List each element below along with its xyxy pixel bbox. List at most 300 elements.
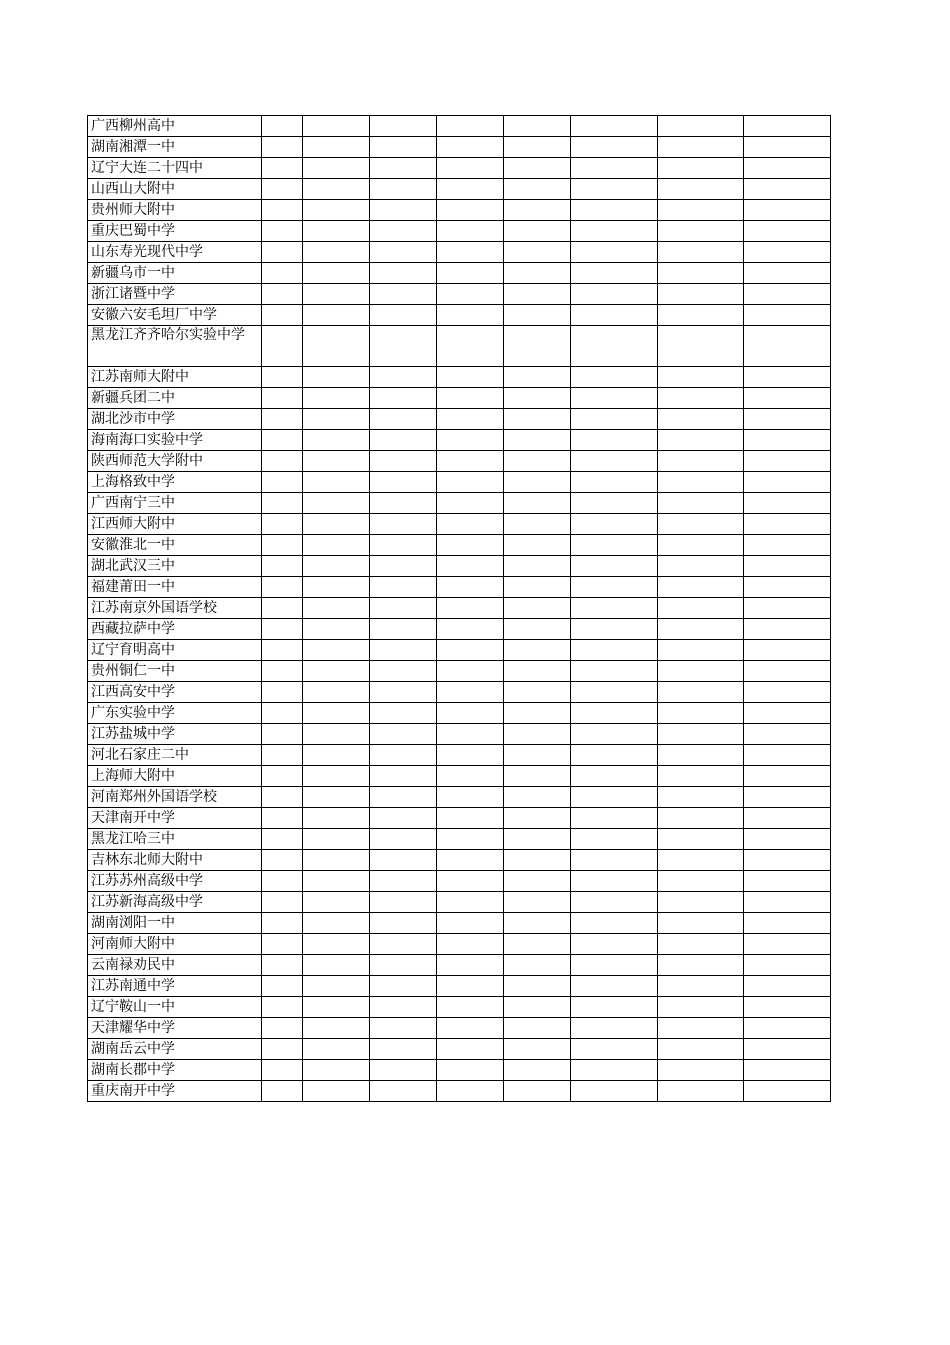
empty-cell bbox=[744, 451, 831, 472]
empty-cell bbox=[370, 514, 437, 535]
empty-cell bbox=[744, 871, 831, 892]
empty-cell bbox=[571, 388, 658, 409]
empty-cell bbox=[744, 661, 831, 682]
empty-cell bbox=[658, 745, 744, 766]
table-row bbox=[88, 200, 831, 221]
empty-cell bbox=[504, 116, 571, 137]
empty-cell bbox=[658, 116, 744, 137]
empty-cell bbox=[658, 221, 744, 242]
empty-cell bbox=[744, 493, 831, 514]
empty-cell bbox=[744, 1039, 831, 1060]
table-row bbox=[88, 263, 831, 284]
empty-cell bbox=[504, 1018, 571, 1039]
empty-cell bbox=[658, 367, 744, 388]
empty-cell bbox=[262, 1039, 303, 1060]
empty-cell bbox=[504, 955, 571, 976]
empty-cell bbox=[303, 472, 370, 493]
empty-cell bbox=[658, 766, 744, 787]
empty-cell bbox=[504, 1081, 571, 1102]
school-name-cell: 江西高安中学 bbox=[88, 682, 262, 703]
empty-cell bbox=[744, 892, 831, 913]
school-name-cell: 上海格致中学 bbox=[88, 472, 262, 493]
empty-cell bbox=[504, 221, 571, 242]
empty-cell bbox=[437, 724, 504, 745]
empty-cell bbox=[437, 913, 504, 934]
empty-cell bbox=[437, 976, 504, 997]
empty-cell bbox=[262, 1060, 303, 1081]
empty-cell bbox=[370, 829, 437, 850]
empty-cell bbox=[744, 1060, 831, 1081]
table-row bbox=[88, 451, 831, 472]
empty-cell bbox=[504, 158, 571, 179]
empty-cell bbox=[262, 1081, 303, 1102]
empty-cell bbox=[744, 913, 831, 934]
empty-cell bbox=[504, 305, 571, 326]
empty-cell bbox=[303, 158, 370, 179]
empty-cell bbox=[370, 116, 437, 137]
empty-cell bbox=[571, 284, 658, 305]
empty-cell bbox=[370, 934, 437, 955]
empty-cell bbox=[504, 200, 571, 221]
empty-cell bbox=[504, 829, 571, 850]
empty-cell bbox=[262, 871, 303, 892]
empty-cell bbox=[504, 179, 571, 200]
school-name-cell: 辽宁育明高中 bbox=[88, 640, 262, 661]
empty-cell bbox=[437, 871, 504, 892]
empty-cell bbox=[303, 451, 370, 472]
empty-cell bbox=[571, 451, 658, 472]
empty-cell bbox=[571, 158, 658, 179]
table-row bbox=[88, 766, 831, 787]
empty-cell bbox=[504, 913, 571, 934]
table-row bbox=[88, 1081, 831, 1102]
empty-cell bbox=[744, 409, 831, 430]
empty-cell bbox=[437, 284, 504, 305]
empty-cell bbox=[571, 703, 658, 724]
empty-cell bbox=[658, 682, 744, 703]
empty-cell bbox=[262, 221, 303, 242]
empty-cell bbox=[571, 221, 658, 242]
empty-cell bbox=[658, 871, 744, 892]
empty-cell bbox=[370, 367, 437, 388]
empty-cell bbox=[658, 829, 744, 850]
empty-cell bbox=[571, 242, 658, 263]
empty-cell bbox=[744, 976, 831, 997]
empty-cell bbox=[571, 598, 658, 619]
empty-cell bbox=[744, 787, 831, 808]
empty-cell bbox=[571, 913, 658, 934]
empty-cell bbox=[303, 766, 370, 787]
empty-cell bbox=[504, 703, 571, 724]
school-name-cell: 广西柳州高中 bbox=[88, 116, 262, 137]
empty-cell bbox=[303, 724, 370, 745]
empty-cell bbox=[262, 997, 303, 1018]
empty-cell bbox=[370, 619, 437, 640]
empty-cell bbox=[504, 493, 571, 514]
empty-cell bbox=[303, 745, 370, 766]
empty-cell bbox=[571, 787, 658, 808]
empty-cell bbox=[370, 200, 437, 221]
empty-cell bbox=[658, 451, 744, 472]
empty-cell bbox=[262, 263, 303, 284]
empty-cell bbox=[437, 305, 504, 326]
school-name-cell: 吉林东北师大附中 bbox=[88, 850, 262, 871]
empty-cell bbox=[504, 514, 571, 535]
empty-cell bbox=[744, 430, 831, 451]
empty-cell bbox=[370, 493, 437, 514]
table-body bbox=[88, 116, 831, 1102]
empty-cell bbox=[370, 892, 437, 913]
empty-cell bbox=[571, 367, 658, 388]
empty-cell bbox=[658, 514, 744, 535]
empty-cell bbox=[571, 661, 658, 682]
empty-cell bbox=[437, 158, 504, 179]
school-name-cell: 江苏南通中学 bbox=[88, 976, 262, 997]
empty-cell bbox=[571, 263, 658, 284]
table-row bbox=[88, 116, 831, 137]
table-row bbox=[88, 829, 831, 850]
empty-cell bbox=[437, 850, 504, 871]
empty-cell bbox=[303, 1039, 370, 1060]
empty-cell bbox=[658, 640, 744, 661]
table-row bbox=[88, 892, 831, 913]
empty-cell bbox=[744, 388, 831, 409]
empty-cell bbox=[370, 326, 437, 367]
empty-cell bbox=[303, 850, 370, 871]
empty-cell bbox=[303, 829, 370, 850]
table-row bbox=[88, 871, 831, 892]
empty-cell bbox=[571, 116, 658, 137]
school-name-cell: 陕西师范大学附中 bbox=[88, 451, 262, 472]
empty-cell bbox=[571, 871, 658, 892]
school-name-cell: 辽宁鞍山一中 bbox=[88, 997, 262, 1018]
empty-cell bbox=[437, 1039, 504, 1060]
empty-cell bbox=[744, 514, 831, 535]
empty-cell bbox=[658, 263, 744, 284]
empty-cell bbox=[504, 850, 571, 871]
school-name-cell: 新疆乌市一中 bbox=[88, 263, 262, 284]
empty-cell bbox=[262, 913, 303, 934]
empty-cell bbox=[262, 326, 303, 367]
empty-cell bbox=[504, 745, 571, 766]
school-name-cell: 黑龙江哈三中 bbox=[88, 829, 262, 850]
empty-cell bbox=[744, 724, 831, 745]
table-row bbox=[88, 787, 831, 808]
empty-cell bbox=[303, 326, 370, 367]
empty-cell bbox=[370, 284, 437, 305]
empty-cell bbox=[571, 892, 658, 913]
empty-cell bbox=[571, 1018, 658, 1039]
empty-cell bbox=[437, 955, 504, 976]
empty-cell bbox=[262, 493, 303, 514]
empty-cell bbox=[504, 284, 571, 305]
school-name-cell: 上海师大附中 bbox=[88, 766, 262, 787]
school-name-cell: 天津耀华中学 bbox=[88, 1018, 262, 1039]
empty-cell bbox=[370, 850, 437, 871]
empty-cell bbox=[303, 598, 370, 619]
empty-cell bbox=[303, 1018, 370, 1039]
empty-cell bbox=[437, 451, 504, 472]
table-row bbox=[88, 493, 831, 514]
empty-cell bbox=[370, 242, 437, 263]
empty-cell bbox=[504, 724, 571, 745]
empty-cell bbox=[262, 158, 303, 179]
empty-cell bbox=[370, 808, 437, 829]
empty-cell bbox=[262, 829, 303, 850]
empty-cell bbox=[504, 640, 571, 661]
empty-cell bbox=[303, 682, 370, 703]
empty-cell bbox=[437, 892, 504, 913]
school-name-cell: 江苏南京外国语学校 bbox=[88, 598, 262, 619]
school-name-cell: 福建莆田一中 bbox=[88, 577, 262, 598]
empty-cell bbox=[744, 934, 831, 955]
school-name-cell: 河南师大附中 bbox=[88, 934, 262, 955]
empty-cell bbox=[571, 305, 658, 326]
empty-cell bbox=[370, 1039, 437, 1060]
table-row bbox=[88, 913, 831, 934]
empty-cell bbox=[744, 829, 831, 850]
empty-cell bbox=[262, 850, 303, 871]
empty-cell bbox=[658, 913, 744, 934]
table-row bbox=[88, 955, 831, 976]
empty-cell bbox=[744, 640, 831, 661]
empty-cell bbox=[658, 892, 744, 913]
empty-cell bbox=[658, 242, 744, 263]
empty-cell bbox=[370, 871, 437, 892]
empty-cell bbox=[303, 640, 370, 661]
empty-cell bbox=[658, 158, 744, 179]
empty-cell bbox=[658, 200, 744, 221]
school-name-cell: 山西山大附中 bbox=[88, 179, 262, 200]
empty-cell bbox=[437, 808, 504, 829]
empty-cell bbox=[262, 116, 303, 137]
empty-cell bbox=[571, 724, 658, 745]
empty-cell bbox=[658, 724, 744, 745]
empty-cell bbox=[370, 1081, 437, 1102]
empty-cell bbox=[262, 200, 303, 221]
empty-cell bbox=[571, 766, 658, 787]
empty-cell bbox=[658, 955, 744, 976]
empty-cell bbox=[504, 997, 571, 1018]
table-row bbox=[88, 934, 831, 955]
empty-cell bbox=[744, 326, 831, 367]
empty-cell bbox=[744, 682, 831, 703]
empty-cell bbox=[437, 221, 504, 242]
empty-cell bbox=[504, 451, 571, 472]
table-row bbox=[88, 661, 831, 682]
empty-cell bbox=[571, 829, 658, 850]
empty-cell bbox=[744, 808, 831, 829]
table-row bbox=[88, 367, 831, 388]
empty-cell bbox=[437, 1081, 504, 1102]
empty-cell bbox=[437, 430, 504, 451]
empty-cell bbox=[658, 619, 744, 640]
empty-cell bbox=[571, 514, 658, 535]
empty-cell bbox=[658, 137, 744, 158]
empty-cell bbox=[504, 409, 571, 430]
table-row bbox=[88, 976, 831, 997]
table-row bbox=[88, 179, 831, 200]
empty-cell bbox=[571, 934, 658, 955]
empty-cell bbox=[370, 221, 437, 242]
empty-cell bbox=[658, 850, 744, 871]
empty-cell bbox=[658, 535, 744, 556]
empty-cell bbox=[370, 766, 437, 787]
empty-cell bbox=[437, 388, 504, 409]
empty-cell bbox=[571, 955, 658, 976]
school-name-cell: 海南海口实验中学 bbox=[88, 430, 262, 451]
empty-cell bbox=[437, 577, 504, 598]
empty-cell bbox=[437, 514, 504, 535]
empty-cell bbox=[504, 577, 571, 598]
table-row bbox=[88, 724, 831, 745]
empty-cell bbox=[571, 472, 658, 493]
empty-cell bbox=[370, 388, 437, 409]
empty-cell bbox=[571, 493, 658, 514]
empty-cell bbox=[571, 619, 658, 640]
empty-cell bbox=[262, 430, 303, 451]
school-name-cell: 云南禄劝民中 bbox=[88, 955, 262, 976]
empty-cell bbox=[303, 556, 370, 577]
empty-cell bbox=[370, 451, 437, 472]
empty-cell bbox=[658, 179, 744, 200]
empty-cell bbox=[262, 787, 303, 808]
empty-cell bbox=[370, 640, 437, 661]
empty-cell bbox=[262, 640, 303, 661]
empty-cell bbox=[370, 955, 437, 976]
empty-cell bbox=[744, 284, 831, 305]
table-row bbox=[88, 514, 831, 535]
empty-cell bbox=[437, 367, 504, 388]
empty-cell bbox=[658, 493, 744, 514]
empty-cell bbox=[504, 556, 571, 577]
empty-cell bbox=[658, 409, 744, 430]
empty-cell bbox=[303, 430, 370, 451]
empty-cell bbox=[437, 137, 504, 158]
empty-cell bbox=[658, 556, 744, 577]
empty-cell bbox=[744, 116, 831, 137]
table-row bbox=[88, 598, 831, 619]
table-row bbox=[88, 535, 831, 556]
empty-cell bbox=[504, 367, 571, 388]
school-name-cell: 江西师大附中 bbox=[88, 514, 262, 535]
school-name-cell: 安徽六安毛坦厂中学 bbox=[88, 305, 262, 326]
empty-cell bbox=[262, 934, 303, 955]
empty-cell bbox=[744, 221, 831, 242]
school-name-cell: 西藏拉萨中学 bbox=[88, 619, 262, 640]
empty-cell bbox=[262, 808, 303, 829]
empty-cell bbox=[370, 682, 437, 703]
empty-cell bbox=[262, 242, 303, 263]
empty-cell bbox=[437, 116, 504, 137]
table-row bbox=[88, 158, 831, 179]
empty-cell bbox=[744, 745, 831, 766]
empty-cell bbox=[370, 976, 437, 997]
empty-cell bbox=[658, 1060, 744, 1081]
empty-cell bbox=[744, 158, 831, 179]
empty-cell bbox=[303, 535, 370, 556]
empty-cell bbox=[303, 1081, 370, 1102]
empty-cell bbox=[571, 409, 658, 430]
empty-cell bbox=[504, 535, 571, 556]
empty-cell bbox=[504, 1039, 571, 1060]
empty-cell bbox=[262, 284, 303, 305]
empty-cell bbox=[262, 451, 303, 472]
table-row bbox=[88, 326, 831, 367]
school-name-cell: 湖北武汉三中 bbox=[88, 556, 262, 577]
school-name-cell: 河北石家庄二中 bbox=[88, 745, 262, 766]
school-name-cell: 山东寿光现代中学 bbox=[88, 242, 262, 263]
empty-cell bbox=[262, 724, 303, 745]
empty-cell bbox=[303, 493, 370, 514]
table-row bbox=[88, 1018, 831, 1039]
school-name-cell: 广西南宁三中 bbox=[88, 493, 262, 514]
empty-cell bbox=[370, 137, 437, 158]
table-row bbox=[88, 556, 831, 577]
empty-cell bbox=[571, 1039, 658, 1060]
empty-cell bbox=[658, 388, 744, 409]
empty-cell bbox=[262, 514, 303, 535]
empty-cell bbox=[571, 745, 658, 766]
empty-cell bbox=[504, 808, 571, 829]
empty-cell bbox=[571, 808, 658, 829]
table-row bbox=[88, 577, 831, 598]
empty-cell bbox=[262, 409, 303, 430]
empty-cell bbox=[744, 200, 831, 221]
school-name-cell: 江苏盐城中学 bbox=[88, 724, 262, 745]
empty-cell bbox=[571, 1060, 658, 1081]
empty-cell bbox=[744, 997, 831, 1018]
empty-cell bbox=[658, 284, 744, 305]
school-name-cell: 湖南长郡中学 bbox=[88, 1060, 262, 1081]
empty-cell bbox=[571, 137, 658, 158]
empty-cell bbox=[504, 430, 571, 451]
empty-cell bbox=[262, 472, 303, 493]
empty-cell bbox=[370, 158, 437, 179]
table-row bbox=[88, 745, 831, 766]
school-name-cell: 湖南湘潭一中 bbox=[88, 137, 262, 158]
empty-cell bbox=[504, 472, 571, 493]
table-row bbox=[88, 137, 831, 158]
empty-cell bbox=[744, 766, 831, 787]
empty-cell bbox=[303, 871, 370, 892]
table-row bbox=[88, 388, 831, 409]
table-row bbox=[88, 619, 831, 640]
empty-cell bbox=[744, 179, 831, 200]
empty-cell bbox=[303, 934, 370, 955]
empty-cell bbox=[744, 472, 831, 493]
empty-cell bbox=[571, 179, 658, 200]
table-row bbox=[88, 305, 831, 326]
empty-cell bbox=[303, 137, 370, 158]
school-name-cell: 广东实验中学 bbox=[88, 703, 262, 724]
school-name-cell: 湖北沙市中学 bbox=[88, 409, 262, 430]
table-row bbox=[88, 997, 831, 1018]
empty-cell bbox=[262, 1018, 303, 1039]
empty-cell bbox=[262, 179, 303, 200]
empty-cell bbox=[370, 997, 437, 1018]
empty-cell bbox=[370, 556, 437, 577]
empty-cell bbox=[744, 955, 831, 976]
empty-cell bbox=[744, 305, 831, 326]
empty-cell bbox=[303, 997, 370, 1018]
empty-cell bbox=[370, 661, 437, 682]
empty-cell bbox=[658, 787, 744, 808]
school-name-cell: 黑龙江齐齐哈尔实验中学 bbox=[88, 326, 262, 367]
school-name-cell: 湖南岳云中学 bbox=[88, 1039, 262, 1060]
empty-cell bbox=[658, 1081, 744, 1102]
empty-cell bbox=[658, 430, 744, 451]
